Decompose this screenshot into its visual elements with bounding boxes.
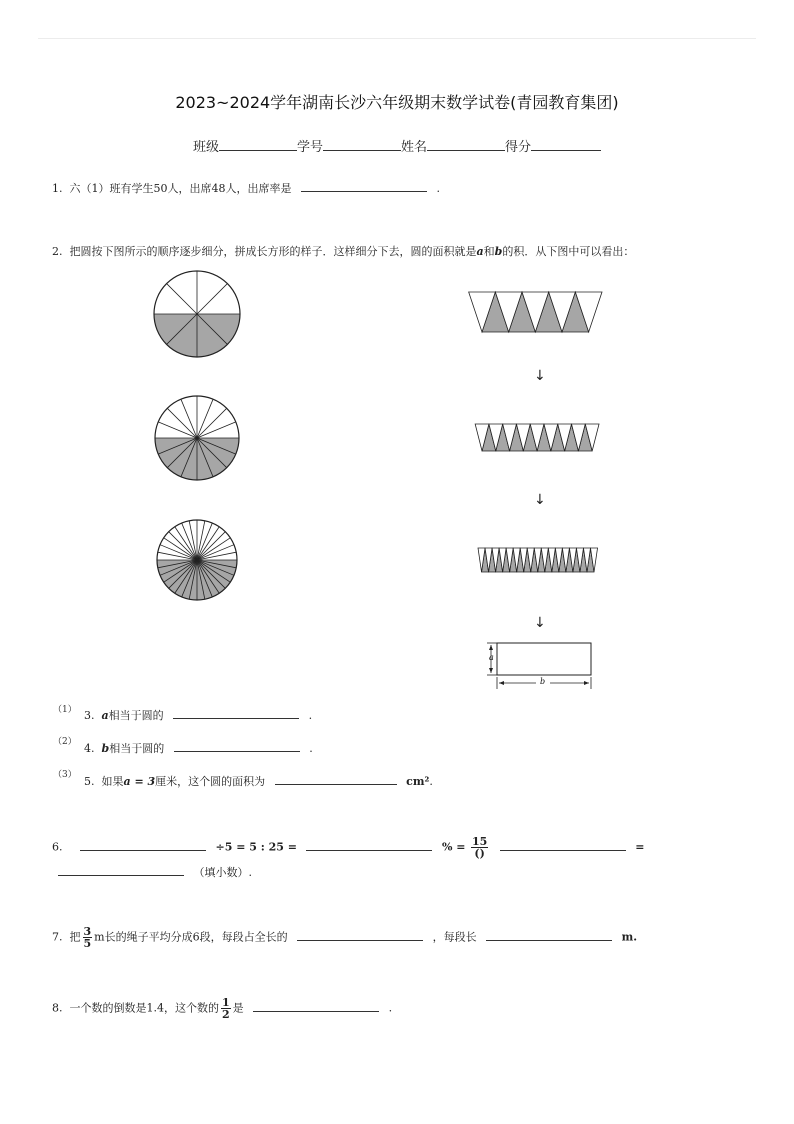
q3-number: 3. <box>84 709 95 722</box>
q6-op2: % = <box>441 840 466 854</box>
question-3 <box>84 707 312 723</box>
q7-unit: m. <box>621 930 638 944</box>
q4-answer-blank[interactable] <box>174 740 300 752</box>
q8-text-a: 一个数的倒数是1.4，这个数的 <box>69 1001 219 1015</box>
q2-text-a: 把圆按下图所示的顺序逐步细分，拼成长方形的样子．这样细分下去，圆的面积就是 <box>69 245 477 258</box>
rearranged-strip <box>469 292 602 332</box>
q5-text-a: 如果 <box>101 775 124 788</box>
question-6 <box>52 836 645 859</box>
q7-blank-2[interactable] <box>486 929 612 941</box>
down-arrow-icon: ↓ <box>534 615 546 631</box>
question-8 <box>52 997 392 1020</box>
down-arrow-icon: ↓ <box>534 368 546 384</box>
rect-label-a: a <box>489 653 494 662</box>
q5-number: 5. <box>84 775 95 788</box>
q6-fraction <box>471 836 488 859</box>
q6-blank-2[interactable] <box>306 839 432 851</box>
q1-text: 六（1）班有学生50人，出席48人，出席率是 <box>69 182 292 195</box>
q6-op1: ÷5 = 5 : 25 = <box>215 840 297 854</box>
id-label: 学号 <box>296 140 323 155</box>
sub-tag-3: （3） <box>53 770 77 780</box>
q2-text-tail: 的积．从下图中可以看出： <box>502 245 635 258</box>
q5-text-b: 厘米，这个圆的面积为 <box>155 775 266 788</box>
q1-end: . <box>436 182 440 195</box>
rect-label-b: b <box>540 677 546 686</box>
sub-tag-2: （2） <box>53 737 77 747</box>
q8-number: 8. <box>52 1001 63 1015</box>
question-7 <box>52 926 637 949</box>
question-6-line-2 <box>58 864 252 880</box>
q7-text-a: 把 <box>69 930 81 944</box>
q2-text-and: 和 <box>483 245 495 258</box>
q6-frac-den: () <box>474 847 485 860</box>
divided-circle <box>155 396 239 480</box>
q8-text-b: 是 <box>232 1001 244 1015</box>
q6-tail: （填小数）. <box>193 866 252 879</box>
q7-text-b: m长的绳子平均分成6段，每段占全长的 <box>94 930 288 944</box>
q6-op3: = <box>635 840 645 854</box>
q7-frac-den: 5 <box>83 937 92 950</box>
q6-blank-3[interactable] <box>500 839 626 851</box>
q5-answer-blank[interactable] <box>275 773 397 785</box>
q6-frac-num: 15 <box>471 835 488 848</box>
q7-number: 7. <box>52 930 63 944</box>
name-label: 姓名 <box>401 140 428 155</box>
q4-var: b <box>101 742 110 755</box>
q8-frac-num: 1 <box>222 996 230 1009</box>
q3-answer-blank[interactable] <box>173 707 299 719</box>
q3-var: a <box>101 709 109 722</box>
final-rectangle <box>487 643 591 689</box>
q6-blank-1[interactable] <box>80 839 206 851</box>
q8-fraction <box>221 997 231 1020</box>
q7-frac-num: 3 <box>83 925 92 938</box>
q2-var-a: a <box>476 245 484 258</box>
q6-blank-4[interactable] <box>58 864 184 876</box>
question-4 <box>84 740 313 756</box>
q8-end: . <box>388 1001 393 1015</box>
q5-unit: cm² <box>406 775 430 788</box>
q7-text-c: ，每段长 <box>432 930 477 944</box>
score-label: 得分 <box>505 140 532 155</box>
q4-end: . <box>309 742 313 755</box>
q2-number: 2. <box>52 245 63 258</box>
divided-circle <box>157 520 237 600</box>
q3-end: . <box>308 709 313 722</box>
rearranged-strip <box>475 424 599 451</box>
q7-blank-1[interactable] <box>297 929 423 941</box>
q2-var-b: b <box>494 245 503 258</box>
down-arrow-icon: ↓ <box>534 492 546 508</box>
q3-text: 相当于圆的 <box>108 709 164 722</box>
sub-tag-1: （1） <box>53 705 77 715</box>
q1-number: 1. <box>52 182 63 195</box>
q7-fraction <box>83 926 93 949</box>
question-5 <box>84 773 433 789</box>
class-label: 班级 <box>192 140 219 155</box>
q8-frac-den: 2 <box>222 1008 230 1021</box>
q8-answer-blank[interactable] <box>253 1000 379 1012</box>
q6-number: 6. <box>52 840 63 854</box>
exam-title: 2023~2024学年湖南长沙六年级期末数学试卷(青园教育集团) <box>175 93 619 112</box>
q4-text: 相当于圆的 <box>109 742 165 755</box>
q5-expr: a = 3 <box>123 775 156 788</box>
q5-end: . <box>429 775 433 788</box>
divided-circle <box>154 271 240 357</box>
q4-number: 4. <box>84 742 95 755</box>
rearranged-strip <box>478 548 598 572</box>
